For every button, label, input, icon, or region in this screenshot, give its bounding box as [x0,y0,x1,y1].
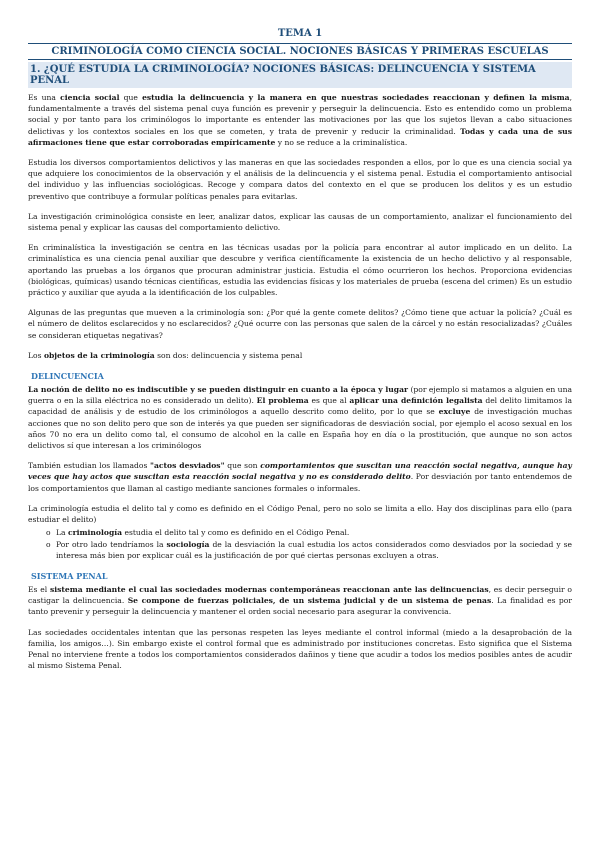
text-run: que [119,93,143,102]
text-run: (por ejemplo si matamos a alguien en una guerra o en la silla eléctrica no es considerado un delito). [28,385,572,406]
paragraph-delito-notion [28,384,572,451]
text-run: del delito limitamos la capacidad de análisis y de estudio de los criminólogos a aquello descrito como delito, por lo que se [28,396,572,417]
text-run: Es el [28,584,50,594]
text-run: y no se reduce a la criminalística. [275,137,408,147]
paragraph-penal-system [28,584,572,618]
list-marker: o [46,539,51,549]
emphasis: aplicar una definición legalista [349,396,483,406]
paragraph-questions: Algunas de las preguntas que mueven a la criminología son: ¿Por qué la gente comete delitos? ¿Cómo tiene que actuar la policía? ¿Cuál es el número de delitos esclarecidos y no esclarecidos? ¿Qué ocurre con las personas que salen de la cárcel y no están resocializadas? ¿Cuáles se consideran etiquetas negativas? [28,308,572,340]
emphasis: objetos de la criminología [43,350,155,360]
paragraph-behaviours: Estudia los diversos comportamientos delictivos y las maneras en que las sociedades responden a ellos, por lo que es una ciencia social ya que adquiere los conocimientos de la observación y el análisis de la delincuencia y el sistema penal. Estudia el comportamiento antisocial del individuo y las influencias sociológicas. Recoge y compara datos del contexto en el que se producen los delitos y es un estudio preventivo que contribuye a formular políticas penales para evitarlas. [28,158,572,201]
emphasis: comportamientos que suscitan una reacción social negativa, aunque hay veces que hay actos que suscitan esta reacción social negativa y no es considerado delito [28,461,572,482]
emphasis: sociología [166,539,210,549]
paragraph-disciplines: La criminología estudia el delito tal y como es definido en el Código Penal, pero no solo se limita a ello. Hay dos disciplinas para ello (para estudiar el delito) [28,503,572,525]
text-run: Los [28,350,44,360]
paragraph-social-control: Las sociedades occidentales intentan que las personas respeten las leyes mediante el control informal (miedo a la desaprobación de la familia, los amigos…). Sin embargo existe el control formal que es administrado por instituciones concretas. Esto significa que el Sistema Penal no interviene frente a todos los comportamientos considerados dañinos y tiene que acudir a todos los medios posibles antes de acudir al mismo Sistema Penal. [28,627,572,671]
text-run: La [56,528,68,538]
text-run: de investigación muchas acciones que no son delito pero que son de interés ya que pueden ser significadoras de desviación social, por ejemplo el acoso sexual en los años 70 no era un delito como tal, el consumo de alcohol en la calle en España hoy en día o la prostitución, que aunque no son actos delictivos sí que interesan a los criminólogos [28,407,572,451]
text-run: de la desviación la cual estudia los actos considerados como desviados por la sociedad y se interesa más bien por explicar cuál es la justificación de por qué ciertas personas excluyen a otras. [56,539,572,560]
text-run: son dos: delincuencia y sistema penal [154,350,303,360]
text-run: , fundamentalmente a través del sistema penal cuya función es prevenir y perseguir la delincuencia. Esto es entendido como un problema social y por tanto para los criminólogos lo importante es entender las motivaciones por las que los sujetos llevan a cabo situaciones delictivas y los contextos sociales en los que se cometen, y trata de prevenir y reducir la criminalidad. [28,93,573,136]
text-run: También estudian los llamados [28,461,151,471]
emphasis: estudia la delincuencia y la manera en que nuestras sociedades reaccionan y definen la misma [142,93,570,102]
paragraph-investigation: La investigación criminológica consiste en leer, analizar datos, explicar las causas de un comportamiento, analizar el funcionamiento del sistema penal y explicar las causas del comportamiento delictivo. [28,211,572,233]
text-run: Es una [28,93,61,102]
list-item [46,527,572,538]
document-subtitle: CRIMINOLOGÍA COMO CIENCIA SOCIAL. NOCIONES BÁSICAS Y PRIMERAS ESCUELAS [28,43,572,60]
text-run: que son [224,461,261,471]
list-item [46,539,572,561]
emphasis: Todas y cada una de sus afirmaciones tiene que estar corroboradas empíricamente [28,126,572,147]
text-run: es que al [308,396,350,406]
paragraph-criminalistics: En criminalística la investigación se centra en las técnicas usadas por la policía para encontrar al autor implicado en un delito. La criminalística es una ciencia penal auxiliar que descubre y verifica científicamente la existencia de un hecho delictivo y al responsable, aportando las pruebas a los órganos que procuran administrar justicia. Estudia el cómo ocurrieron los hechos. Proporciona evidencias (biológicas, químicas) usando técnicas científicas, estudia las evidencias físicas y los materiales de prueba (escena del crimen) Es un estudio práctico y auxiliar que ayuda a la identificación de los culpables. [28,243,572,298]
emphasis: El problema [256,396,309,406]
emphasis: La noción de delito no es indiscutible y se pueden distinguir en cuanto a la época y lugar [28,385,409,395]
paragraph-objects [28,350,572,361]
emphasis: Se compone de fuerzas policiales, de un sistema judicial y de un sistema de penas [127,596,492,606]
text-run: estudia el delito tal y como es definido en el Código Penal. [122,528,350,538]
text-run: Por otro lado tendríamos la [56,539,167,549]
emphasis: "actos desviados" [150,461,225,471]
text-run: . La finalidad es por tanto prevenir y perseguir la delincuencia y mantener el orden social necesario para asegurar la convivencia. [28,596,572,617]
topic-title: TEMA 1 [277,28,323,39]
emphasis: sistema mediante el cual las sociedades modernas contemporáneas reaccionan ante las delincuencias [49,584,489,594]
emphasis: excluye [438,407,471,417]
subheading-delincuencia: DELINCUENCIA [31,371,104,382]
emphasis: criminología [67,528,123,538]
text-run: , es decir perseguir o castigar la delincuencia. [28,584,572,606]
text-run: . Por desviación por tanto entendemos de los comportamientos que llaman al castigo mediante sanciones formales o informales. [28,472,572,493]
disciplines-list [46,527,572,561]
subheading-sistema-penal: SISTEMA PENAL [31,570,108,581]
section-heading-1: 1. ¿QUÉ ESTUDIA LA CRIMINOLOGÍA? NOCIONES BÁSICAS: DELINCUENCIA Y SISTEMA PENAL [28,62,572,88]
list-marker: o [46,528,51,538]
paragraph-deviant-acts [28,460,572,494]
emphasis: ciencia social [60,93,120,102]
paragraph-intro [28,92,572,148]
